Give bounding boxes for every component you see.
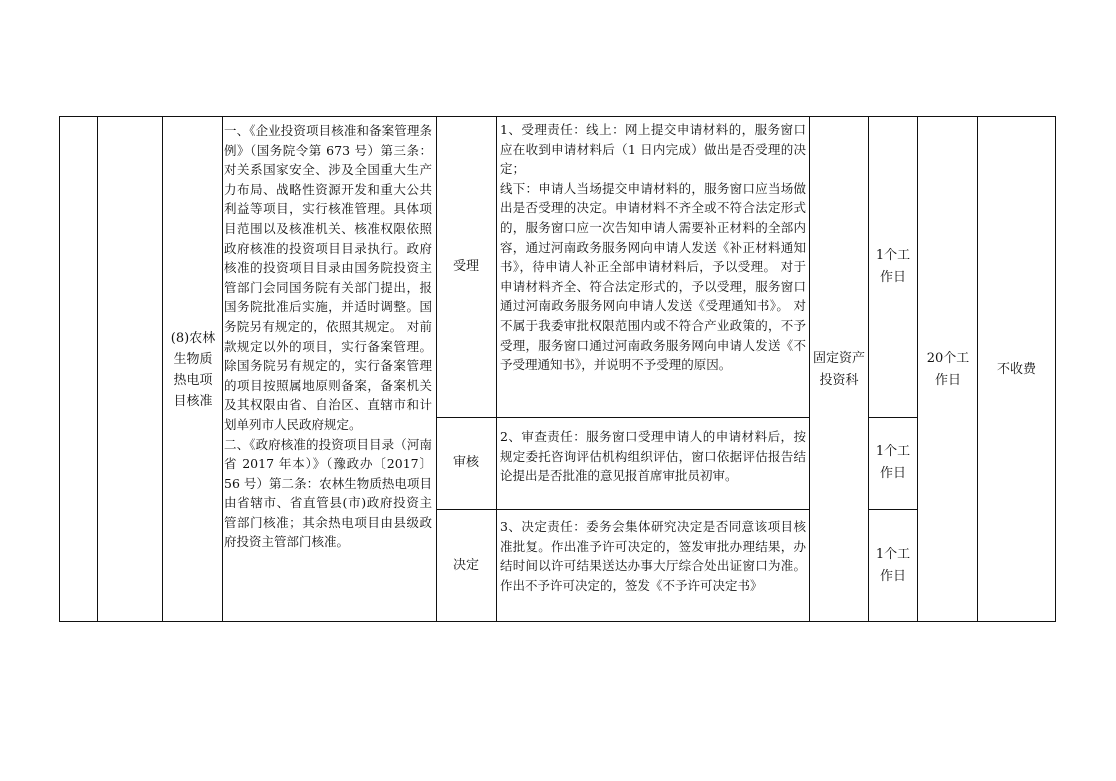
department-name: 固定资产投资科 [813,351,866,388]
duty-text: 2、审查责任：服务窗口受理申请人的申请材料后，按规定委托咨询评估机构组织评估，窗口依据评估报告结论提出是否批准的意见报首席审批员初审。 [500,429,806,484]
duty-text: 1、受理责任：线上：网上提交申请材料的，服务窗口应在收到申请材料后（1 日内完成）做出是否受理的决定； [500,122,806,177]
stage-label: 决定 [452,558,479,573]
column-divider [97,117,98,621]
legal-basis-cell [224,121,432,552]
duty-cell-accept [500,120,806,375]
legal-basis-paragraph: 二、《政府核准的投资项目目录（河南省 2017 年本）》（豫政办〔2017〕56 号）第二条：农林生物质热电项目由省辖市、省直管县(市)政府投资主管部门核准；其余热电项目由县级政府投资主管部门核准。 [224,436,432,550]
stage-cell-accept [436,117,496,417]
duty-cell-decide [500,517,806,595]
stage-label: 审核 [452,455,479,470]
step-time: 1个工作日 [875,248,911,285]
department-cell [813,117,865,623]
duty-text: 3、决定责任：委务会集体研究决定是否同意该项目核准批复。作出准予许可决定的，签发审批办理结果，办结时间以许可结果送达办事大厅综合处出证窗口为准。作出不予许可决定的，签发《不予许可决定书》 [500,519,806,593]
duty-text: 线下：申请人当场提交申请材料的，服务窗口应当场做出是否受理的决定。申请材料不齐全或不符合法定形式的，服务窗口应一次告知申请人需要补正材料的全部内容，通过河南政务服务网向申请人发送《补正材料通知书》，待申请人补正全部申请材料后，予以受理。 对于申请材料齐全、符合法定形式的，予以受理，服务窗口通过河南政务服务网向申请人发送《受理通知书》。 对不属于我委审批权限范围内或不符合产业政策的，不予受理，服务窗口通过河南政务服务网向申请人发送《不予受理通知书》，并说明不予受理的原因。 [500,180,806,373]
legal-basis-paragraph: 一、《企业投资项目核准和备案管理条例》（国务院令第 673 号）第三条：对关系国家安全、涉及全国重大生产力布局、战略性资源开发和重大公共利益等项目，实行核准管理。具体项目范围以及核准机关、核准权限依照政府核准的投资项目目录执行。政府核准的投资项目目录由国务院投资主管部门会同国务院有关部门提出，报国务院批准后实施，并适时调整。国务院另有规定的，依照其规定。 对前款规定以外的项目，实行备案管理。除国务院另有规定的，实行备案管理的项目按照属地原则备案，备案机关及其权限由省、自治区、直辖市和计划单列市人民政府规定。 [224,123,432,432]
step-time-cell [872,117,914,417]
column-divider [162,117,163,621]
stage-label: 受理 [452,259,479,274]
fee-text: 不收费 [996,362,1036,377]
fee-cell [978,117,1055,623]
step-time-cell [872,417,914,509]
column-divider [868,117,869,621]
item-name: (8)农林生物质热电项目核准 [170,331,216,409]
column-divider [496,117,497,621]
total-time-cell [922,117,974,623]
step-time: 1个工作日 [875,444,911,481]
duty-cell-review [500,427,806,486]
column-divider [809,117,810,621]
permit-table [59,116,1056,622]
column-divider [222,117,223,621]
column-divider [917,117,918,621]
stage-cell-review [436,417,496,509]
stage-cell-decide [436,509,496,623]
item-name-cell [168,117,218,623]
total-time: 20个工作日 [926,351,970,388]
step-time: 1个工作日 [875,547,911,584]
step-time-cell [872,509,914,623]
